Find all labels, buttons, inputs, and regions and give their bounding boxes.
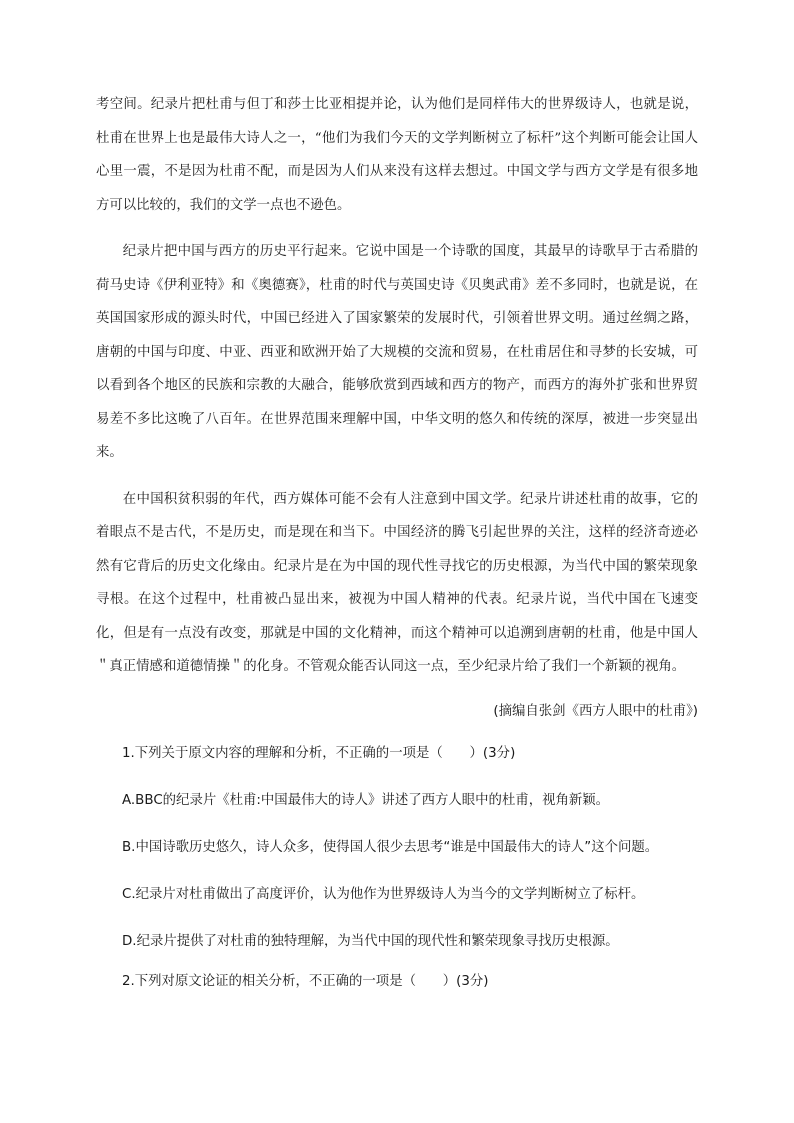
question-1-option-b: B.中国诗歌历史悠久，诗人众多，使得国人很少去思考“谁是中国最伟大的诗人”这个问题。 [122, 840, 659, 855]
paragraph-continued: 考空间。纪录片把杜甫与但丁和莎士比亚相提并论，认为他们是同样伟大的世界级诗人，也就是说，杜甫在世界上也是最伟大诗人之一，“他们为我们今天的文学判断树立了标杆”这个判断可能会让国人心里一震，不是因为杜甫不配，而是因为人们从来没有这样去想过。中国文学与西方文学是有很多地方可以比较的，我们的文学一点也不逊色。 [96, 97, 698, 213]
source-citation: (摘编自张剑《西方人眼中的杜甫》) [493, 704, 698, 719]
question-1: 1.下列关于原文内容的理解和分析，不正确的一项是（ ）(3分) [122, 746, 516, 761]
question-1-option-c: C.纪录片对杜甫做出了高度评价，认为他作为世界级诗人为当今的文学判断树立了标杆。 [122, 887, 645, 902]
question-1-option-d: D.纪录片提供了对杜甫的独特理解，为当代中国的现代性和繁荣现象寻找历史根源。 [122, 934, 619, 949]
document-page [96, 88, 698, 989]
question-1-option-a: A.BBC的纪录片《杜甫:中国最伟大的诗人》讲述了西方人眼中的杜甫，视角新颖。 [122, 793, 610, 808]
paragraph-modern-china: 在中国积贫积弱的年代，西方媒体可能不会有人注意到中国文学。纪录片讲述杜甫的故事，它的着眼点不是古代，不是历史，而是现在和当下。中国经济的腾飞引起世界的关注，这样的经济奇迹必然有它背后的历史文化缘由。纪录片是在为中国的现代性寻找它的历史根源，为当代中国的繁荣现象寻根。在这个过程中，杜甫被凸显出来，被视为中国人精神的代表。纪录片说，当代中国在飞速变化，但是有一点没有改变，那就是中国的文化精神，而这个精神可以追溯到唐朝的杜甫，他是中国人＂真正情感和道德情操＂的化身。不管观众能否认同这一点，至少纪录片给了我们一个新颖的视角。 [96, 491, 698, 674]
paragraph-history-parallel: 纪录片把中国与西方的历史平行起来。它说中国是一个诗歌的国度，其最早的诗歌早于古希腊的荷马史诗《伊利亚特》和《奥德赛》，杜甫的时代与英国史诗《贝奥武甫》差不多同时，也就是说，在英国国家形成的源头时代，中国已经进入了国家繁荣的发展时代，引领着世界文明。通过丝绸之路，唐朝的中国与印度、中亚、西亚和欧洲开始了大规模的交流和贸易，在杜甫居住和寻梦的长安城，可以看到各个地区的民族和宗教的大融合，能够欣赏到西域和西方的物产，而西方的海外扩张和世界贸易差不多比这晚了八百年。在世界范围来理解中国，中华文明的悠久和传统的深厚，被进一步突显出来。 [96, 244, 698, 460]
question-2: 2.下列对原文论证的相关分析，不正确的一项是（ ）(3分) [122, 974, 489, 989]
